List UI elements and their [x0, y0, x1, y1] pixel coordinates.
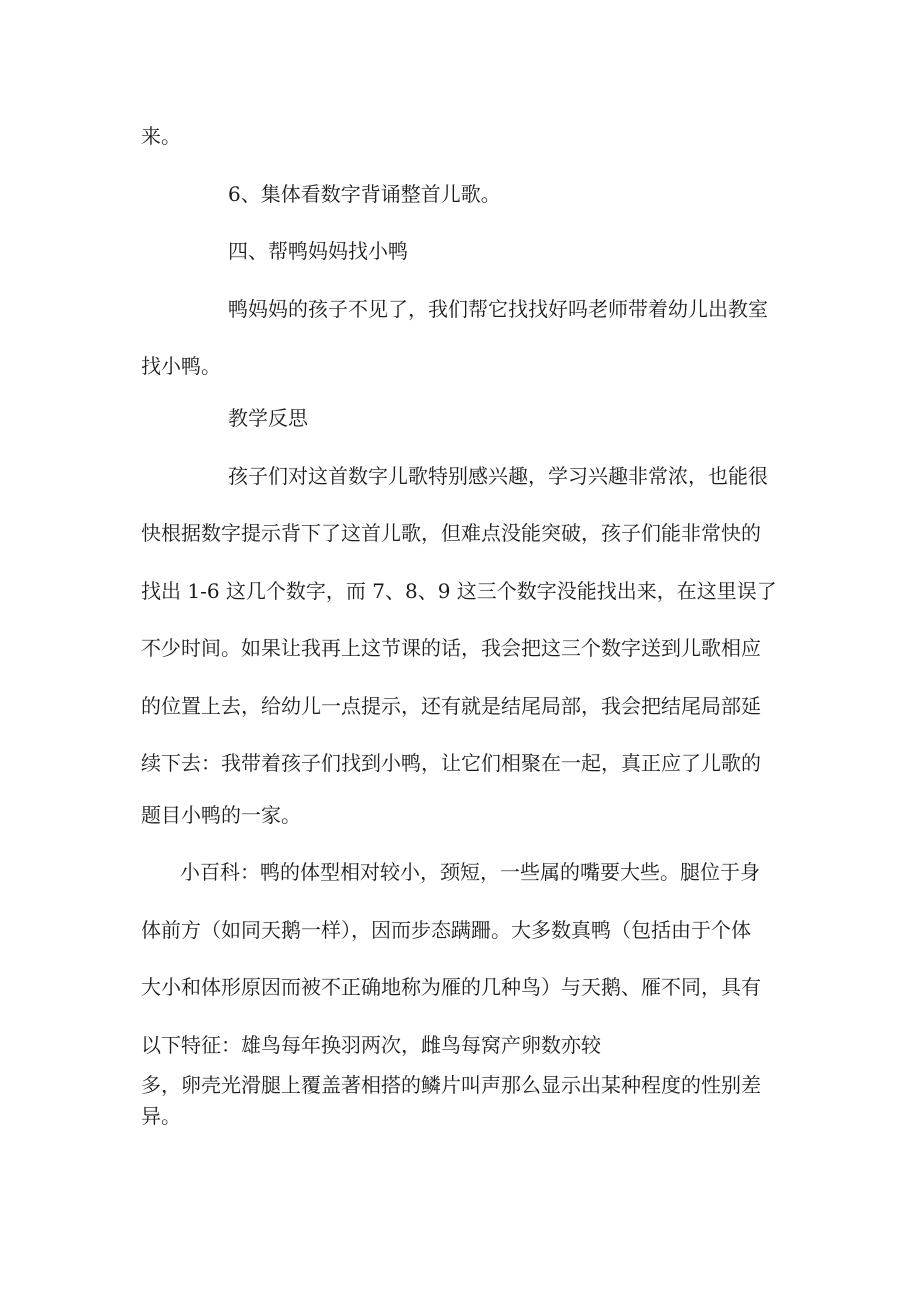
text-line-1: 来。: [141, 124, 181, 148]
text-line-11: 的位置上去，给幼儿一点提示，还有就是结尾局部，我会把结尾局部延: [141, 694, 761, 718]
text-line-7: 孩子们对这首数字儿歌特别感兴趣，学习兴趣非常浓，也能很: [228, 464, 768, 488]
text-line-4: 鸭妈妈的孩子不见了，我们帮它找找好吗老师带着幼儿出教室: [228, 297, 768, 321]
encyclopedia-paragraph-line-6: 异。: [141, 1104, 181, 1128]
encyclopedia-paragraph-line-5: 多，卵壳光滑腿上覆盖著相搭的鳞片叫声那么显示出某种程度的性别差: [141, 1073, 761, 1097]
list-item-step-6: 6、集体看数字背诵整首儿歌。: [228, 182, 501, 206]
text-line-12: 续下去：我带着孩子们找到小鸭，让它们相聚在一起，真正应了儿歌的: [141, 751, 761, 775]
encyclopedia-paragraph-line-1: 小百科：鸭的体型相对较小，颈短，一些属的嘴要大些。腿位于身: [180, 860, 760, 884]
section-heading-teaching-reflection: 教学反思: [228, 406, 308, 430]
text-line-10: 不少时间。如果让我再上这节课的话，我会把这三个数字送到儿歌相应: [141, 636, 761, 660]
encyclopedia-paragraph-line-2: 体前方（如同天鹅一样），因而步态蹒跚。大多数真鸭（包括由于个体: [141, 918, 751, 942]
text-line-13: 题目小鸭的一家。: [141, 803, 301, 827]
encyclopedia-paragraph-line-4: 以下特征：雄鸟每年换羽两次，雌鸟每窝产卵数亦较: [141, 1033, 601, 1057]
text-line-8: 快根据数字提示背下了这首儿歌，但难点没能突破，孩子们能非常快的: [141, 521, 761, 545]
encyclopedia-paragraph-line-3: 大小和体形原因而被不正确地称为雁的几种鸟）与天鹅、雁不同，具有: [141, 975, 761, 999]
text-line-9: 找出 1-6 这几个数字，而 7、8、9 这三个数字没能找出来，在这里误了: [141, 579, 777, 603]
section-heading-find-ducklings: 四、帮鸭妈妈找小鸭: [228, 239, 408, 263]
text-line-5: 找小鸭。: [141, 354, 221, 378]
